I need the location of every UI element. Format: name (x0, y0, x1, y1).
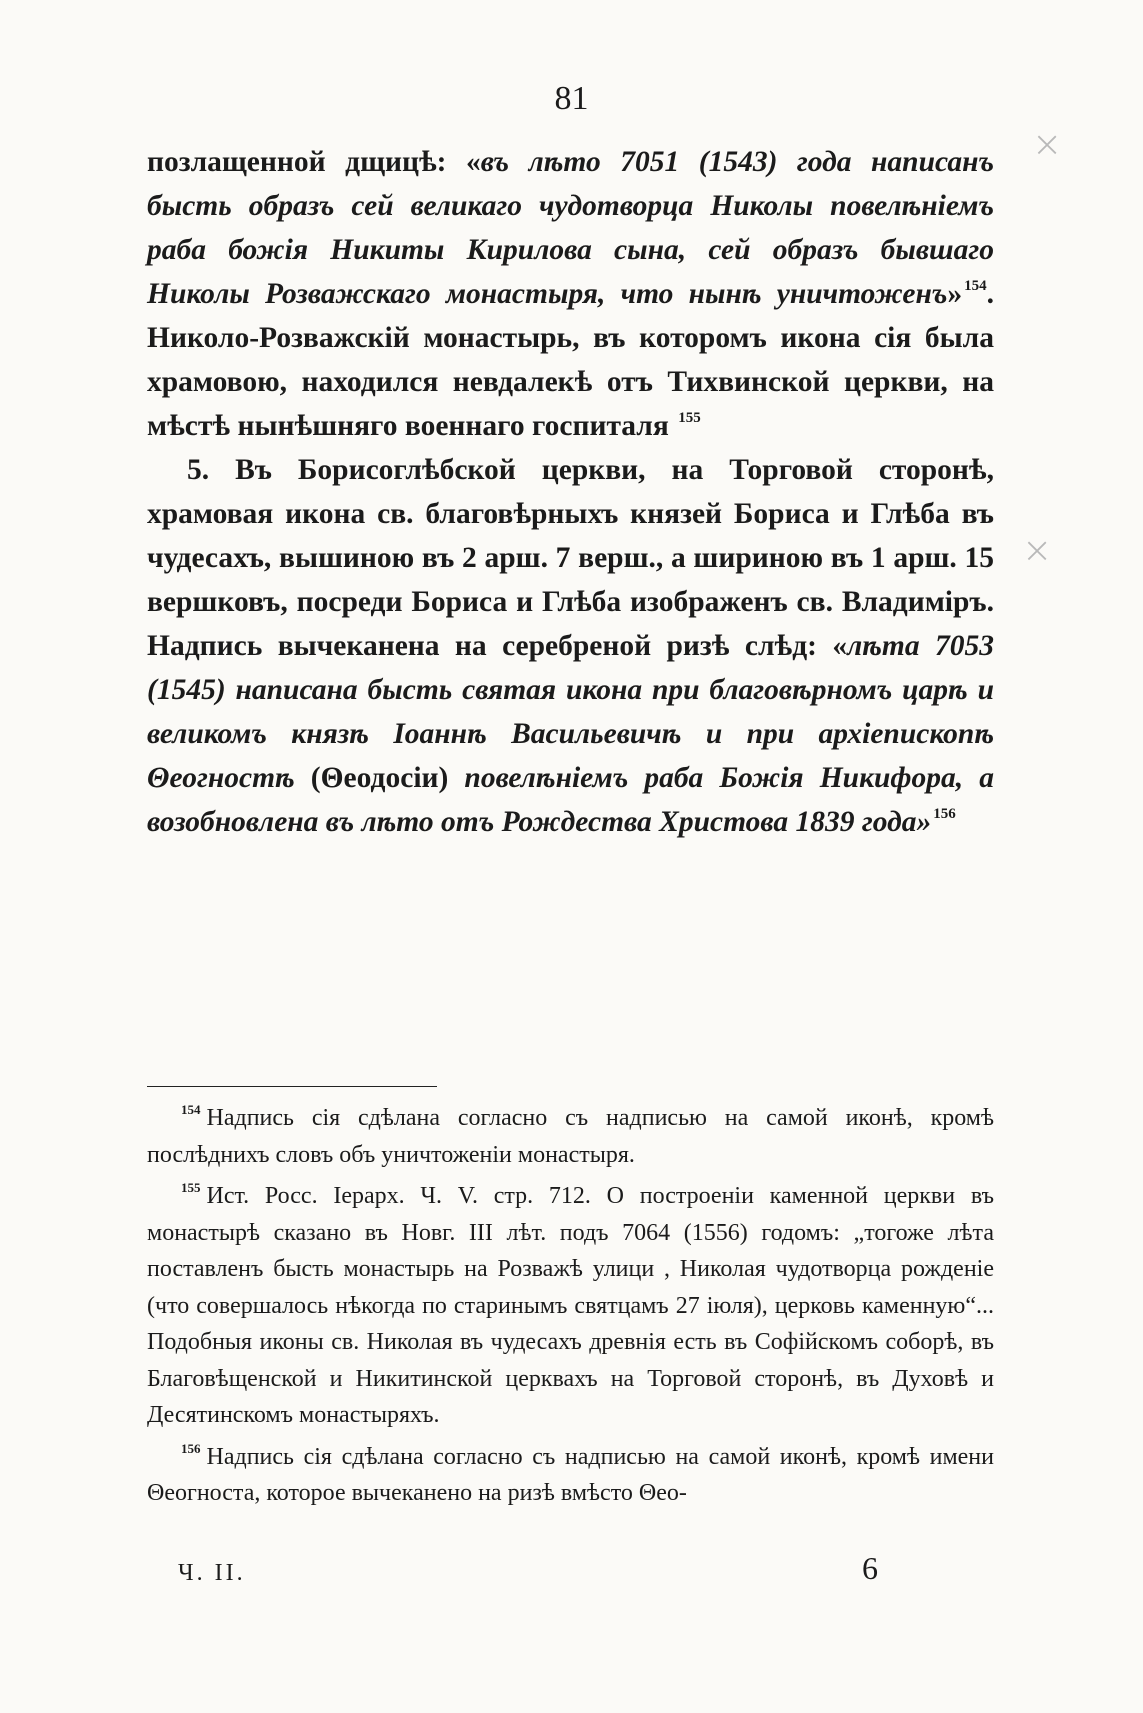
text-run: . Николо-Розважскій монастырь, въ которомъ икона сія была храмовою, находился невдалекѣ отъ Тихвинской церкви, на мѣстѣ нынѣшняго военнаго госпиталя (147, 278, 994, 442)
footnote-text: Надпись сія сдѣлана согласно съ надписью на самой иконѣ, кромѣ послѣднихъ словъ объ уничтоженіи монастыря. (147, 1105, 994, 1168)
page-number: 81 (554, 80, 589, 117)
footnote (147, 1178, 994, 1434)
paragraph-1 (147, 140, 994, 448)
text-run: » (947, 278, 963, 310)
text-run: позлащенной дщицѣ: « (147, 146, 481, 178)
footnote-separator (147, 1086, 437, 1087)
inscription-quote: повелѣніемъ раба Божія Никифора, а возобновлена въ лѣто отъ Рождества Христова 1839 года (147, 762, 994, 838)
inscription-quote: въ лѣто 7051 (1543) года написанъ бысть образъ сей великаго чудотворца Николы повелѣніемъ раба божія Никиты Кирилова сына, сей образъ бывшаго Николы Розважскаго монастыря, что нынѣ уничтоженъ (147, 146, 994, 310)
footnote (147, 1100, 994, 1173)
footnote-ref: 155 (678, 410, 701, 426)
footnote (147, 1439, 994, 1512)
footnote-number: 154 (181, 1102, 201, 1117)
footnote-number: 155 (181, 1180, 201, 1195)
footnote-ref: 156 (933, 806, 956, 822)
footnote-text: Надпись сія сдѣлана согласно съ надписью на самой иконѣ, кромѣ имени Θеогноста, которое вычеканено на ризѣ вмѣсто Θео- (147, 1443, 994, 1506)
text-run: 5. Въ Борисоглѣбской церкви, на Торговой сторонѣ, храмовая икона св. благовѣрныхъ князей Бориса и Глѣба въ чудесахъ, вышиною въ 2 арш. 7 верш., а шириною въ 1 арш. 15 вершковъ, посреди Бориса и Глѣба изображенъ св. Владиміръ. Надпись вычеканена на серебреной ризѣ слѣд: « (147, 454, 994, 662)
text-run: (Θеодосіи) (294, 762, 465, 794)
inscription-quote: лѣта 7053 (1545) написана бысть святая икона при благовѣрномъ царѣ и великомъ князѣ Іоаннѣ Васильевичѣ и при архіепископѣ Θеогностѣ (147, 630, 994, 794)
signature-mark: Ч. II. (178, 1560, 246, 1586)
footnote-number: 156 (181, 1440, 201, 1456)
sheet-number: 6 (862, 1550, 878, 1586)
footnotes (147, 1100, 994, 1517)
pencil-cross-mark: × (1022, 530, 1053, 571)
pencil-cross-mark: × (1032, 124, 1063, 165)
footnote-text: Ист. Росс. Іерарх. Ч. V. стр. 712. О построеніи каменной церкви въ монастырѣ сказано въ Новг. III лѣт. подъ 7064 (1556) годомъ: „тогоже лѣта поставленъ бысть монастырь на Розважѣ улици , Николая чудотворца рожденіе (что совершалось нѣкогда по старинымъ святцамъ 27 іюля), церковь каменную“... Подобныя иконы св. Николая въ чудесахъ древнія есть въ Софійскомъ соборѣ, въ Благовѣщенской и Никитинской церквахъ на Торговой сторонѣ, въ Духовѣ и Десятинскомъ монастыряхъ. (147, 1183, 994, 1428)
text-run: » (916, 806, 932, 838)
footnote-ref: 154 (964, 278, 987, 294)
paragraph-2 (147, 448, 994, 844)
main-text (147, 140, 994, 844)
